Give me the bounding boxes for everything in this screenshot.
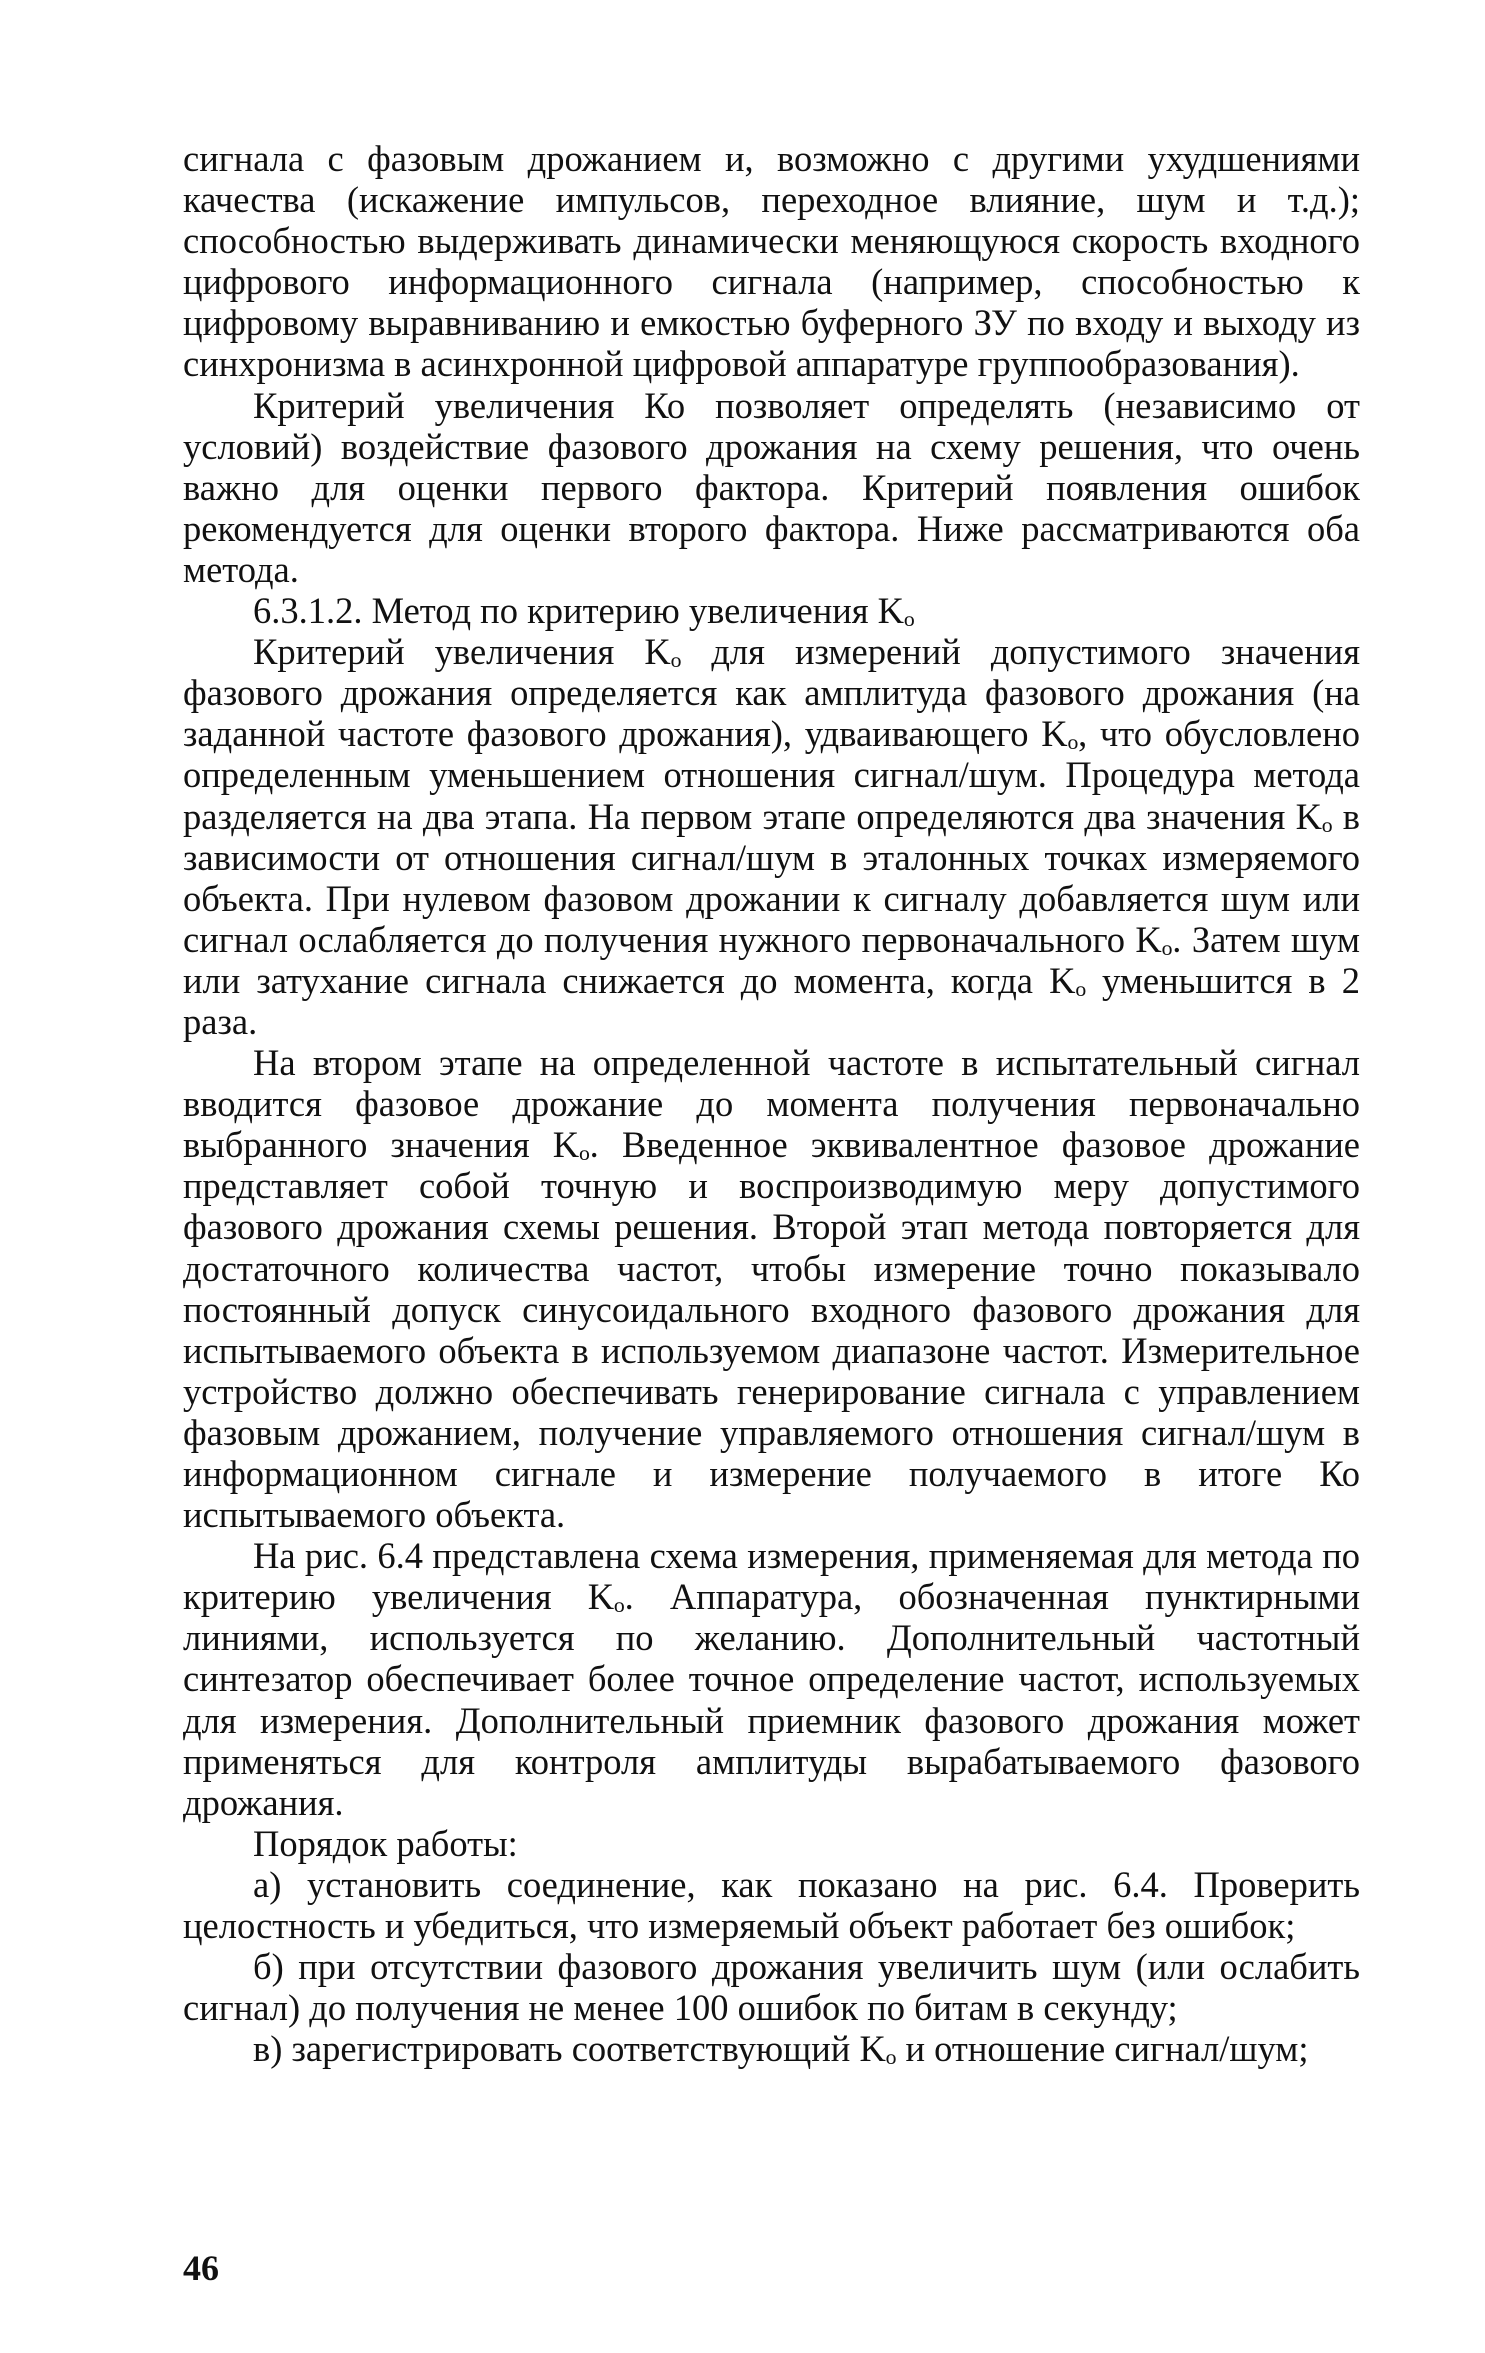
paragraph-second-stage: На втором этапе на определенной частоте в испытательный сигнал вводится фазовое дрожание до момента получения первоначально выбранного значения Kₒ. Введенное эквивалентное фазовое дрожание представляет собой точную и воспроизводимую меру допустимого фазового дрожания схемы решения. Второй этап метода повторяется для достаточного количества частот, чтобы измерение точно показывало постоянный допуск синусоидального входного фазового дрожания для испытываемого объекта в используемом диапазоне частот. Измерительное устройство должно обеспечивать генерирование сигнала с управлением фазовым дрожанием, получение управляемого отношения сигнал/шум в информационном сигнале и измерение получаемого в итоге Ко испытываемого объекта. bbox=[183, 1042, 1360, 1536]
paragraph-continuation: сигнала с фазовым дрожанием и, возможно с другими ухудшениями качества (искажение импульсов, переходное влияние, шум и т.д.); способностью выдерживать динамически меняющуюся скорость входного цифрового информационного сигнала (например, способностью к цифровому выравниванию и емкостью буферного ЗУ по входу и выходу из синхронизма в асинхронной цифровой аппаратуре группообразования). bbox=[183, 138, 1360, 385]
procedure-step-c: в) зарегистрировать соответствующий Kₒ и отношение сигнал/шум; bbox=[253, 2028, 1309, 2070]
section-heading: 6.3.1.2. Метод по критерию увеличения Kₒ bbox=[253, 590, 915, 632]
procedure-heading: Порядок работы: bbox=[253, 1822, 518, 1864]
procedure-step-b: б) при отсутствии фазового дрожания увеличить шум (или ослабить сигнал) до получения не менее 100 ошибок по битам в секунду; bbox=[183, 1946, 1360, 2029]
page-number: 46 bbox=[183, 2248, 219, 2288]
page-body bbox=[183, 138, 1360, 2069]
paragraph-method-definition: Критерий увеличения Kₒ для измерений допустимого значения фазового дрожания определяется как амплитуда фазового дрожания (на заданной частоте фазового дрожания), удваивающего Kₒ, что обусловлено определенным уменьшением отношения сигнал/шум. Процедура метода разделяется на два этапа. На первом этапе определяются два значения Kₒ в зависимости от отношения сигнал/шум в эталонных точках измеряемого объекта. При нулевом фазовом дрожании к сигналу добавляется шум или сигнал ослабляется до получения нужного первоначального Kₒ. Затем шум или затухание сигнала снижается до момента, когда Kₒ уменьшится в 2 раза. bbox=[183, 631, 1360, 1042]
paragraph-criterion-ko: Критерий увеличения Ко позволяет определять (независимо от условий) воздействие фазового дрожания на схему решения, что очень важно для оценки первого фактора. Критерий появления ошибок рекомендуется для оценки второго фактора. Ниже рассматриваются оба метода. bbox=[183, 384, 1360, 590]
paragraph-figure-reference: На рис. 6.4 представлена схема измерения, применяемая для метода по критерию увеличения Kₒ. Аппаратура, обозначенная пунктирными линиями, используется по желанию. Дополнительный частотный синтезатор обеспечивает более точное определение частот, используемых для измерения. Дополнительный приемник фазового дрожания может применяться для контроля амплитуды вырабатываемого фазового дрожания. bbox=[183, 1535, 1360, 1823]
procedure-step-a: а) установить соединение, как показано на рис. 6.4. Проверить целостность и убедиться, что измеряемый объект работает без ошибок; bbox=[183, 1863, 1360, 1947]
